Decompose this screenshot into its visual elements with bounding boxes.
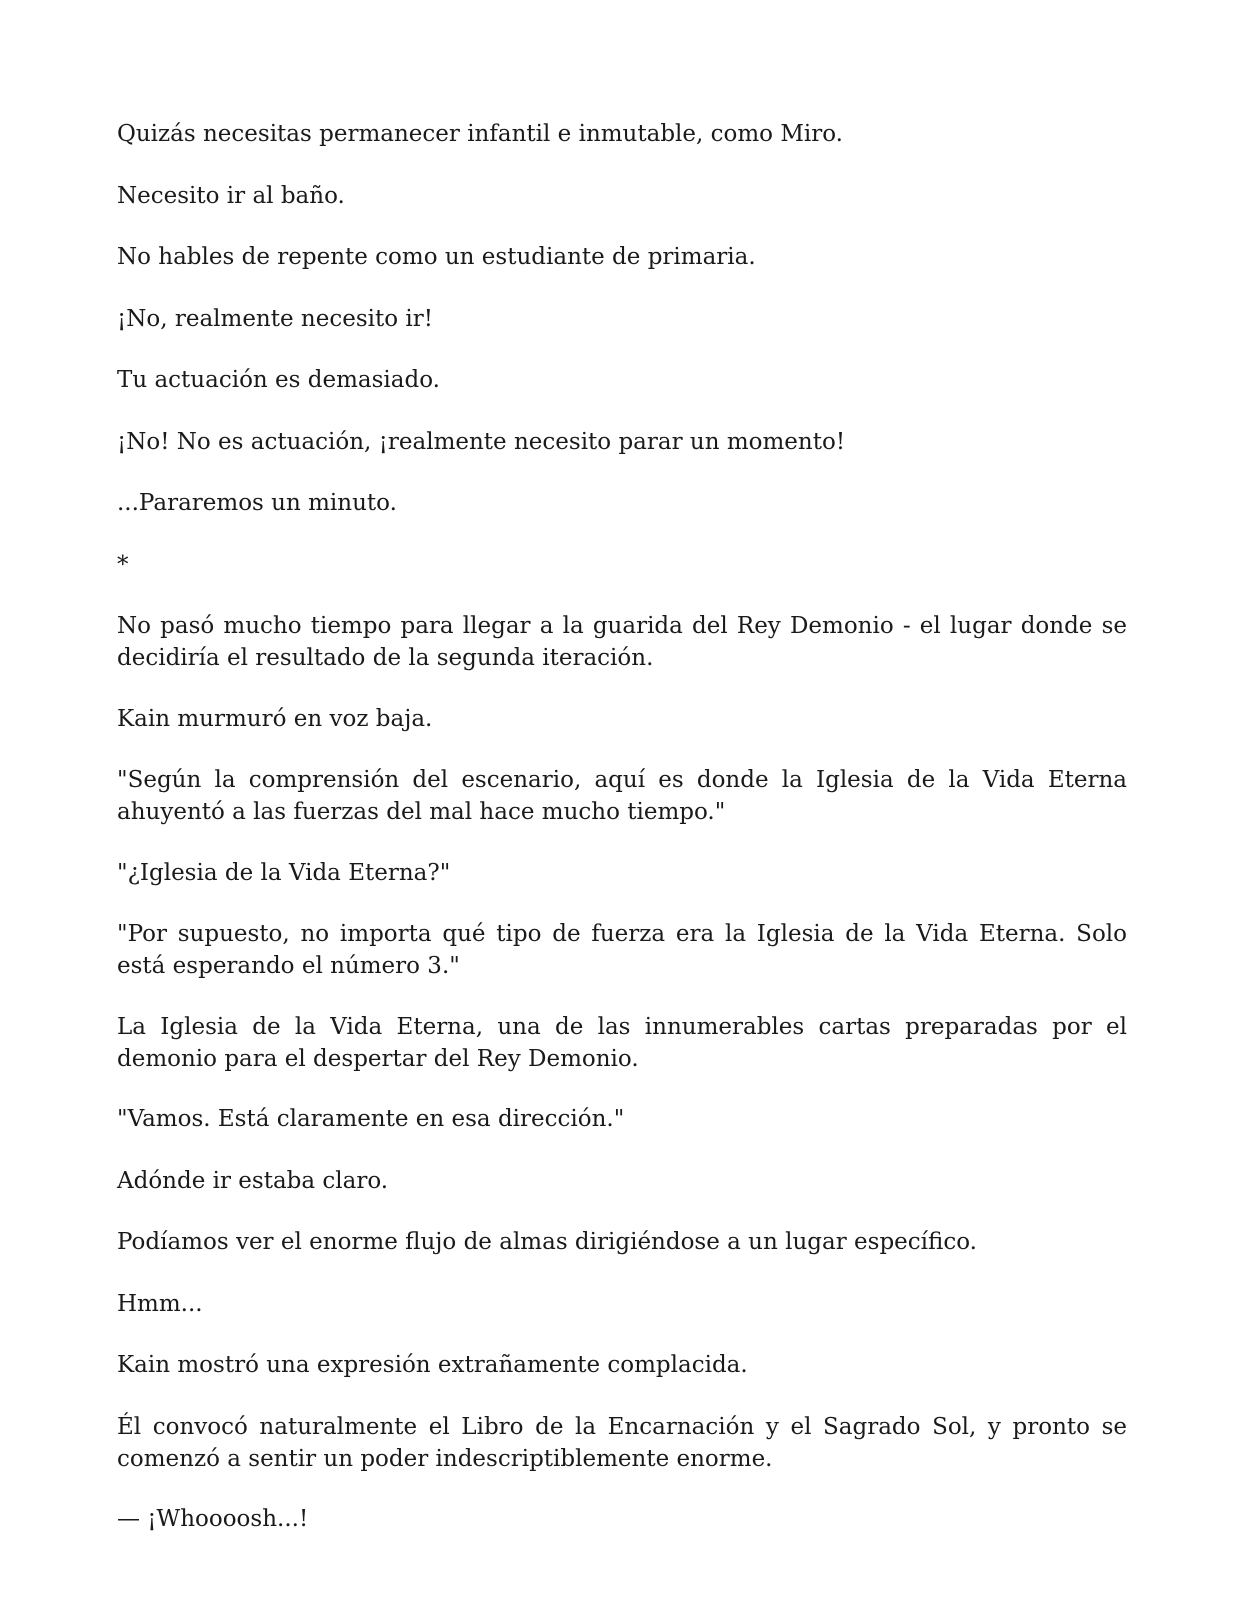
paragraph: "Según la comprensión del escenario, aquí es donde la Iglesia de la Vida Eterna ahuyentó a las fuerzas del mal hace mucho tiempo." [117,767,1127,825]
paragraph: "Por supuesto, no importa qué tipo de fuerza era la Iglesia de la Vida Eterna. Solo está esperando el número 3." [117,921,1127,979]
paragraph: — ¡Whoooosh...! [117,1506,309,1532]
paragraph: Él convocó naturalmente el Libro de la Encarnación y el Sagrado Sol, y pronto se comenzó a sentir un poder indescriptiblemente enorme. [117,1414,1127,1472]
paragraph: No pasó mucho tiempo para llegar a la guarida del Rey Demonio - el lugar donde se decidiría el resultado de la segunda iteración. [117,613,1127,671]
paragraph: Quizás necesitas permanecer infantil e inmutable, como Miro. [117,121,843,147]
paragraph: No hables de repente como un estudiante de primaria. [117,244,756,270]
paragraph: "¿Iglesia de la Vida Eterna?" [117,860,451,886]
scene-break: * [117,552,129,578]
paragraph: ¡No, realmente necesito ir! [117,306,433,332]
paragraph: Necesito ir al baño. [117,183,345,209]
paragraph: Kain murmuró en voz baja. [117,706,433,732]
paragraph: Hmm... [117,1291,203,1317]
paragraph: La Iglesia de la Vida Eterna, una de las innumerables cartas preparadas por el demonio para el despertar del Rey Demonio. [117,1014,1127,1072]
paragraph: ¡No! No es actuación, ¡realmente necesito parar un momento! [117,429,846,455]
paragraph: Podíamos ver el enorme flujo de almas dirigiéndose a un lugar específico. [117,1229,977,1255]
paragraph: ...Pararemos un minuto. [117,490,397,516]
paragraph: Adónde ir estaba claro. [117,1168,389,1194]
paragraph: Tu actuación es demasiado. [117,367,440,393]
paragraph: "Vamos. Está claramente en esa dirección." [117,1106,625,1132]
paragraph: Kain mostró una expresión extrañamente complacida. [117,1352,748,1378]
